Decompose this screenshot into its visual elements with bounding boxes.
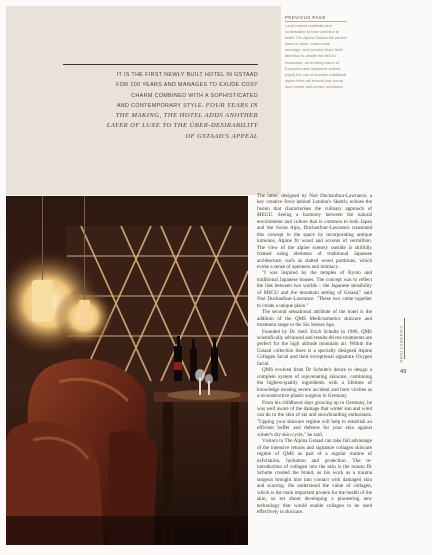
article-paragraph: The second sensational attribute of the hotel is the addition of the QMS Medicosmetics skincare and treatment range to the Six Senses Spa. xyxy=(257,309,372,329)
pull-quote-line: CHARM COMBINED WITH A SOPHISTICATED xyxy=(131,92,258,99)
pull-quote-line-with-italic xyxy=(36,101,258,111)
article-paragraph: From his childhood days growing up in Germany, he was well aware of the damage that winter sun and wind can do to the skin of ski and snowboarding enthusiasts. "Upping your skincare regime will help to establish an efficient buffer and defense for your skin against winter's dry skin cycle," he said. xyxy=(257,399,372,438)
pull-quote-italic: LAYER OF LUXE TO THE ÜBER-DESIRABILITY xyxy=(106,122,258,130)
pull-quote-panel xyxy=(6,6,281,195)
restaurant-photo xyxy=(6,196,248,545)
section-rule xyxy=(404,318,405,359)
article-paragraph: Visitors to The Alpina Gstaad can take full advantage of the intensive returns and signature collagen skincare regime of QMS as part of a regular routine of exfoliation, hydration and protection. The re-introduction of collagen into the skin is the reason Dr Schulte created the brand, as his work as a trauma surgeon brought him into contact with damaged skin and scarring. He understood the value of collagen, which is the main important protein for the health of the skin, so set about developing a pioneering new technology that would enable collagen to be used effectively in skincare. xyxy=(257,438,372,516)
caption-rule xyxy=(285,21,347,22)
section-label: CONNECTIONS xyxy=(399,326,404,364)
pull-quote xyxy=(36,70,258,142)
pull-quote-italic: THE MAKING, THE HOTEL ADDS ANOTHER xyxy=(115,112,258,120)
article-paragraph: Founded by Dr. med. Erich Schulte in 1986, QMS scientifically advanced and results-driven treatments are perfect for the high altitude mountain air. Within the Gstaad collection there is a specially designed Alpine Collagen facial and their exceptional signature Oxygen facial. xyxy=(257,328,372,367)
article-paragraph: "I was inspired by the temples of Kyoto and traditional Japanese houses. The concept was to reflect the link between two worlds – the Japanese sensibility of MEGU and the mountain setting of Gstaad," said Noé Duchaufour-Lawrance. "These two come together to create a unique place." xyxy=(257,270,372,309)
article-body xyxy=(257,193,372,549)
article-paragraph: QMS evolved from Dr Schulte's desire to design a complete system of rejuvenating skincare, combining the highest-quality ingredients with a lifetime of knowledge treating severe accident and burn victims as a reconstructive plastic surgeon in Germany. xyxy=(257,367,372,400)
caption-body: Local natural materials and understated service combine to make The Alpina Gstaad the perfect place to relax, unwind and recharge, and (centre) Ducs Noël attention to details the MEGU restaurant, an exciting fusion of European and Japanese culture; (right) the use of wooden traditional alpine lines will ensure that luxury food meets well-known reputation xyxy=(285,23,347,89)
page-number: 49 xyxy=(400,369,407,375)
pull-quote-rule xyxy=(63,64,258,65)
article-paragraph: The latter, designed by Noé Duchaufour-Lawrance, a key creative force behind London's Sketch, echoes the fusion that characterises the culinary approach of MEGU. Seeing a harmony between the natural environment and culture that is common to both Japan and the Swiss Alps, Duchaufour-Lawrance translated this concept in the space by incorporating antique kimonos, Alpine fir wood and accents of vermillion. The view of the alpine scenery outside is skilfully framed using elements of traditional Japanese architecture, such as slatted wood partitions, which evoke a sense of openness and intimacy. xyxy=(257,193,372,270)
pull-quote-line: IT IS THE FIRST NEWLY BUILT HOTEL IN GSTAAD xyxy=(116,72,258,78)
caption-title: PREVIOUS PAGE xyxy=(285,15,326,20)
pull-quote-italic: OF GSTAAD'S APPEAL xyxy=(185,132,258,140)
caption-sidebar xyxy=(285,15,347,90)
pull-quote-line: AND CONTEMPORARY STYLE. xyxy=(116,102,204,109)
pull-quote-italic: FOUR YEARS IN xyxy=(205,101,258,109)
pull-quote-line: FOR 100 YEARS AND MANAGES TO EXUDE COSY xyxy=(116,82,258,89)
